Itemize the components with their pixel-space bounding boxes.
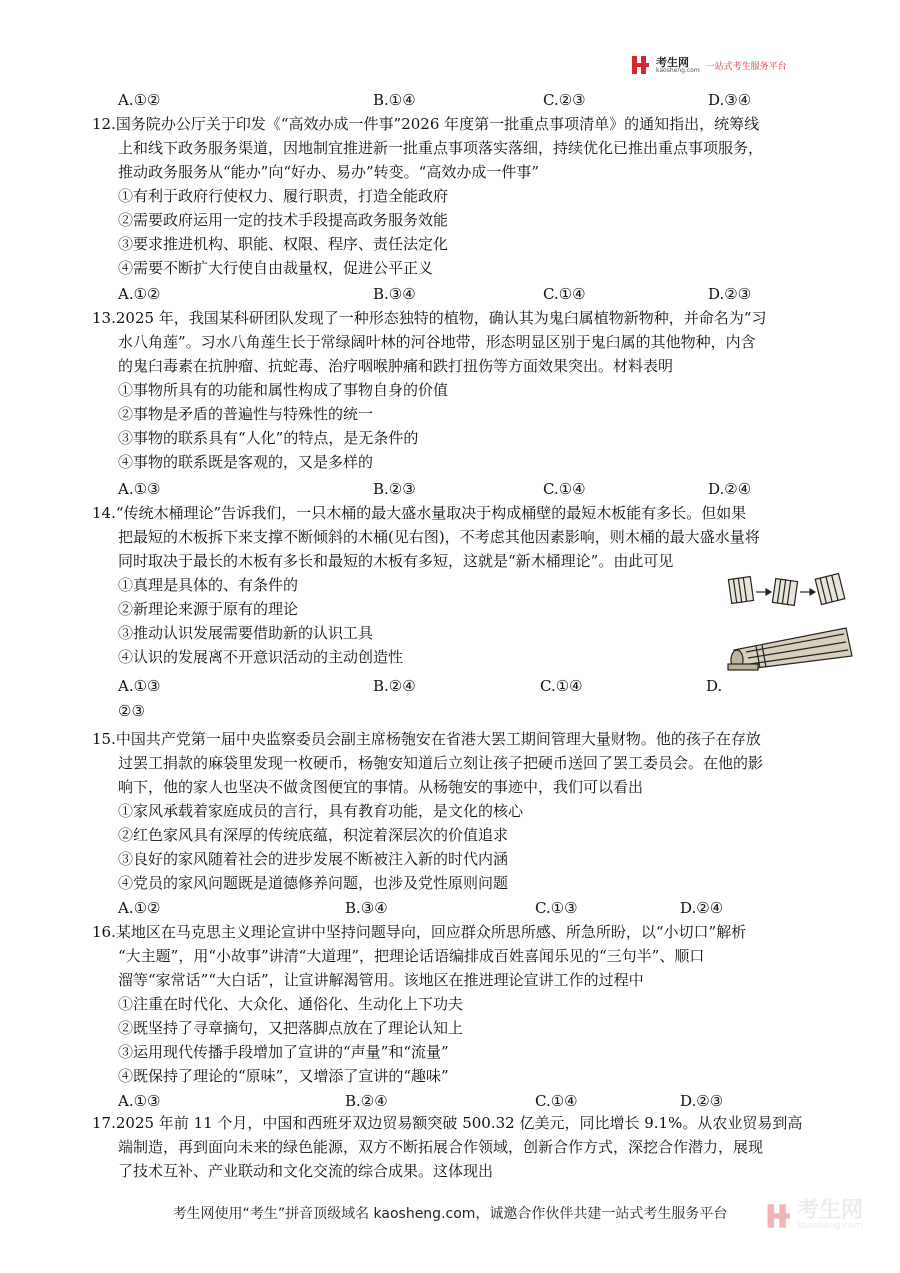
option-c[interactable]: C.①④ [535,1092,578,1110]
question-stem: 把最短的木板拆下来支撑不断倾斜的木桶(见右图)，不考虑其他因素影响，则木桶的最大盛水量将 [118,528,760,546]
statement-1: ①有利于政府行使权力、履行职责，打造全能政府 [118,187,449,205]
header-logo[interactable] [630,55,787,75]
kaosheng-logo-icon [630,55,650,75]
statement-3: ③良好的家风随着社会的进步发展不断被注入新的时代内涵 [118,850,509,868]
option-c[interactable]: C.①④ [540,677,583,695]
statement-2: ②既坚持了寻章摘句，又把落脚点放在了理论认知上 [118,1019,464,1037]
statement-2: ②事物是矛盾的普遍性与特殊性的统一 [118,405,374,423]
option-c[interactable]: C.②③ [543,91,586,109]
question-stem: 过罢工捐款的麻袋里发现一枚硬币，杨匏安知道后立刻让孩子把硬币送回了罢工委员会。在他的影 [118,754,764,772]
question-stem: 17.2025 年前 11 个月，中国和西班牙双边贸易额突破 500.32 亿美元，同比增长 9.1%。从农业贸易到高 [92,1114,803,1132]
statement-1: ①事物所具有的功能和属性构成了事物自身的价值 [118,381,449,399]
statement-4: ④党员的家风问题既是道德修养问题，也涉及党性原则问题 [118,874,509,892]
logo-domain: kaosheng.com [656,66,700,74]
question-stem: 端制造，再到面向未来的绿色能源，双方不断拓展合作领域，创新合作方式，深挖合作潜力，展现 [118,1138,764,1156]
option-b[interactable]: B.②④ [345,1092,388,1110]
statement-1: ①真理是具体的、有条件的 [118,576,299,594]
option-b[interactable]: B.③④ [345,899,388,917]
statement-4: ④事物的联系既是客观的，又是多样的 [118,453,374,471]
option-b[interactable]: B.①④ [373,91,416,109]
large-barrel-icon [728,628,852,670]
statement-4: ④既保持了理论的“原味”，又增添了宣讲的“趣味” [118,1067,449,1085]
option-a[interactable]: A.①② [118,285,161,303]
option-d[interactable]: D.②④ [708,480,752,498]
option-d[interactable]: D.②④ [680,899,724,917]
barrel-sequence-icon [728,573,844,605]
question-stem: “大主题”，用“小故事”讲清“大道理”，把理论话语编排成百姓喜闻乐见的“三句半”、顺口 [118,947,705,965]
statement-3: ③运用现代传播手段增加了宣讲的“声量”和“流量” [118,1043,449,1061]
option-b[interactable]: B.②③ [373,480,416,498]
option-a[interactable]: A.①② [118,91,161,109]
statement-2: ②需要政府运用一定的技术手段提高政务服务效能 [118,211,449,229]
question-stem: 15.中国共产党第一届中央监察委员会副主席杨匏安在省港大罢工期间管理大量财物。他的孩子在存放 [92,730,761,748]
option-a[interactable]: A.①③ [118,677,161,695]
statement-1: ①注重在时代化、大众化、通俗化、生动化上下功夫 [118,995,464,1013]
option-b[interactable]: B.③④ [373,285,416,303]
question-stem: 的鬼臼毒素在抗肿瘤、抗蛇毒、治疗咽喉肿痛和跌打扭伤等方面效果突出。材料表明 [118,357,674,375]
logo-name: 考生网 [656,55,689,69]
statement-2: ②新理论来源于原有的理论 [118,600,299,618]
question-stem: 响下，他的家人也坚决不做贪图便宜的事情。从杨匏安的事迹中，我们可以看出 [118,778,644,796]
question-stem: 水八角莲”。习水八角莲生长于常绿阔叶林的河谷地带，形态明显区别于鬼臼属的其他物种，内含 [118,333,756,351]
option-d[interactable]: D.③④ [708,91,752,109]
question-stem: 推动政务服务从“能办”向“好办、易办”转变。“高效办成一件事” [118,163,540,181]
option-c[interactable]: C.①③ [535,899,578,917]
statement-4: ④认识的发展离不开意识活动的主动创造性 [118,648,404,666]
kaosheng-watermark-icon [765,1203,791,1229]
question-stem: 同时取决于最长的木板有多长和最短的木板有多短，这就是“新木桶理论”。由此可见 [118,552,674,570]
statement-3: ③推动认识发展需要借助新的认识工具 [118,624,374,642]
option-d-continued: ②③ [118,702,145,720]
option-a[interactable]: A.①③ [118,480,161,498]
statement-2: ②红色家风具有深厚的传统底蕴，积淀着深层次的价值追求 [118,826,509,844]
statement-1: ①家风承载着家庭成员的言行，具有教育功能，是文化的核心 [118,802,524,820]
question-stem: 13.2025 年，我国某科研团队发现了一种形态独特的植物，确认其为鬼臼属植物新物种，并命名为“习 [92,309,767,327]
question-stem: 14.“传统木桶理论”告诉我们，一只木桶的最大盛水量取决于构成桶壁的最短木板能有多长。但如果 [92,504,747,522]
option-a[interactable]: A.①③ [118,1092,161,1110]
question-stem: 上和线下政务服务渠道，因地制宜推进新一批重点事项落实落细，持续优化已推出重点事项服务， [118,139,764,157]
question-stem: 溜等“家常话”“大白话”，让宣讲解渴管用。该地区在推进理论宣讲工作的过程中 [118,971,644,989]
barrel-figure [726,572,858,672]
footer-text: 考生网使用“考生”拼音顶级域名 kaosheng.com，诚邀合作伙伴共建一站式考生服务平台 [172,1206,728,1222]
statement-4: ④需要不断扩大行使自由裁量权，促进公平正义 [118,259,434,277]
footer-watermark [765,1200,863,1231]
option-d[interactable]: D. [706,677,723,695]
option-c[interactable]: C.①④ [543,285,586,303]
statement-3: ③事物的联系具有“人化”的特点，是无条件的 [118,429,419,447]
watermark-name: 考生网 [797,1198,864,1223]
statement-3: ③要求推进机构、职能、权限、程序、责任法定化 [118,235,449,253]
question-stem: 了技术互补、产业联动和文化交流的综合成果。这体现出 [118,1162,494,1180]
option-a[interactable]: A.①② [118,899,161,917]
option-d[interactable]: D.②③ [708,285,752,303]
logo-slogan: 一站式考生服务平台 [705,61,787,72]
option-b[interactable]: B.②④ [373,677,416,695]
watermark-domain: kaosheng.com [797,1221,863,1231]
logo-text [656,57,700,74]
option-c[interactable]: C.①④ [543,480,586,498]
option-d[interactable]: D.②③ [680,1092,724,1110]
question-stem: 12.国务院办公厅关于印发《“高效办成一件事”2026 年度第一批重点事项清单》的通知指出，统筹线 [92,115,760,133]
question-stem: 16.某地区在马克思主义理论宣讲中坚持问题导向，回应群众所思所感、所急所盼，以“小切口”解析 [92,923,747,941]
